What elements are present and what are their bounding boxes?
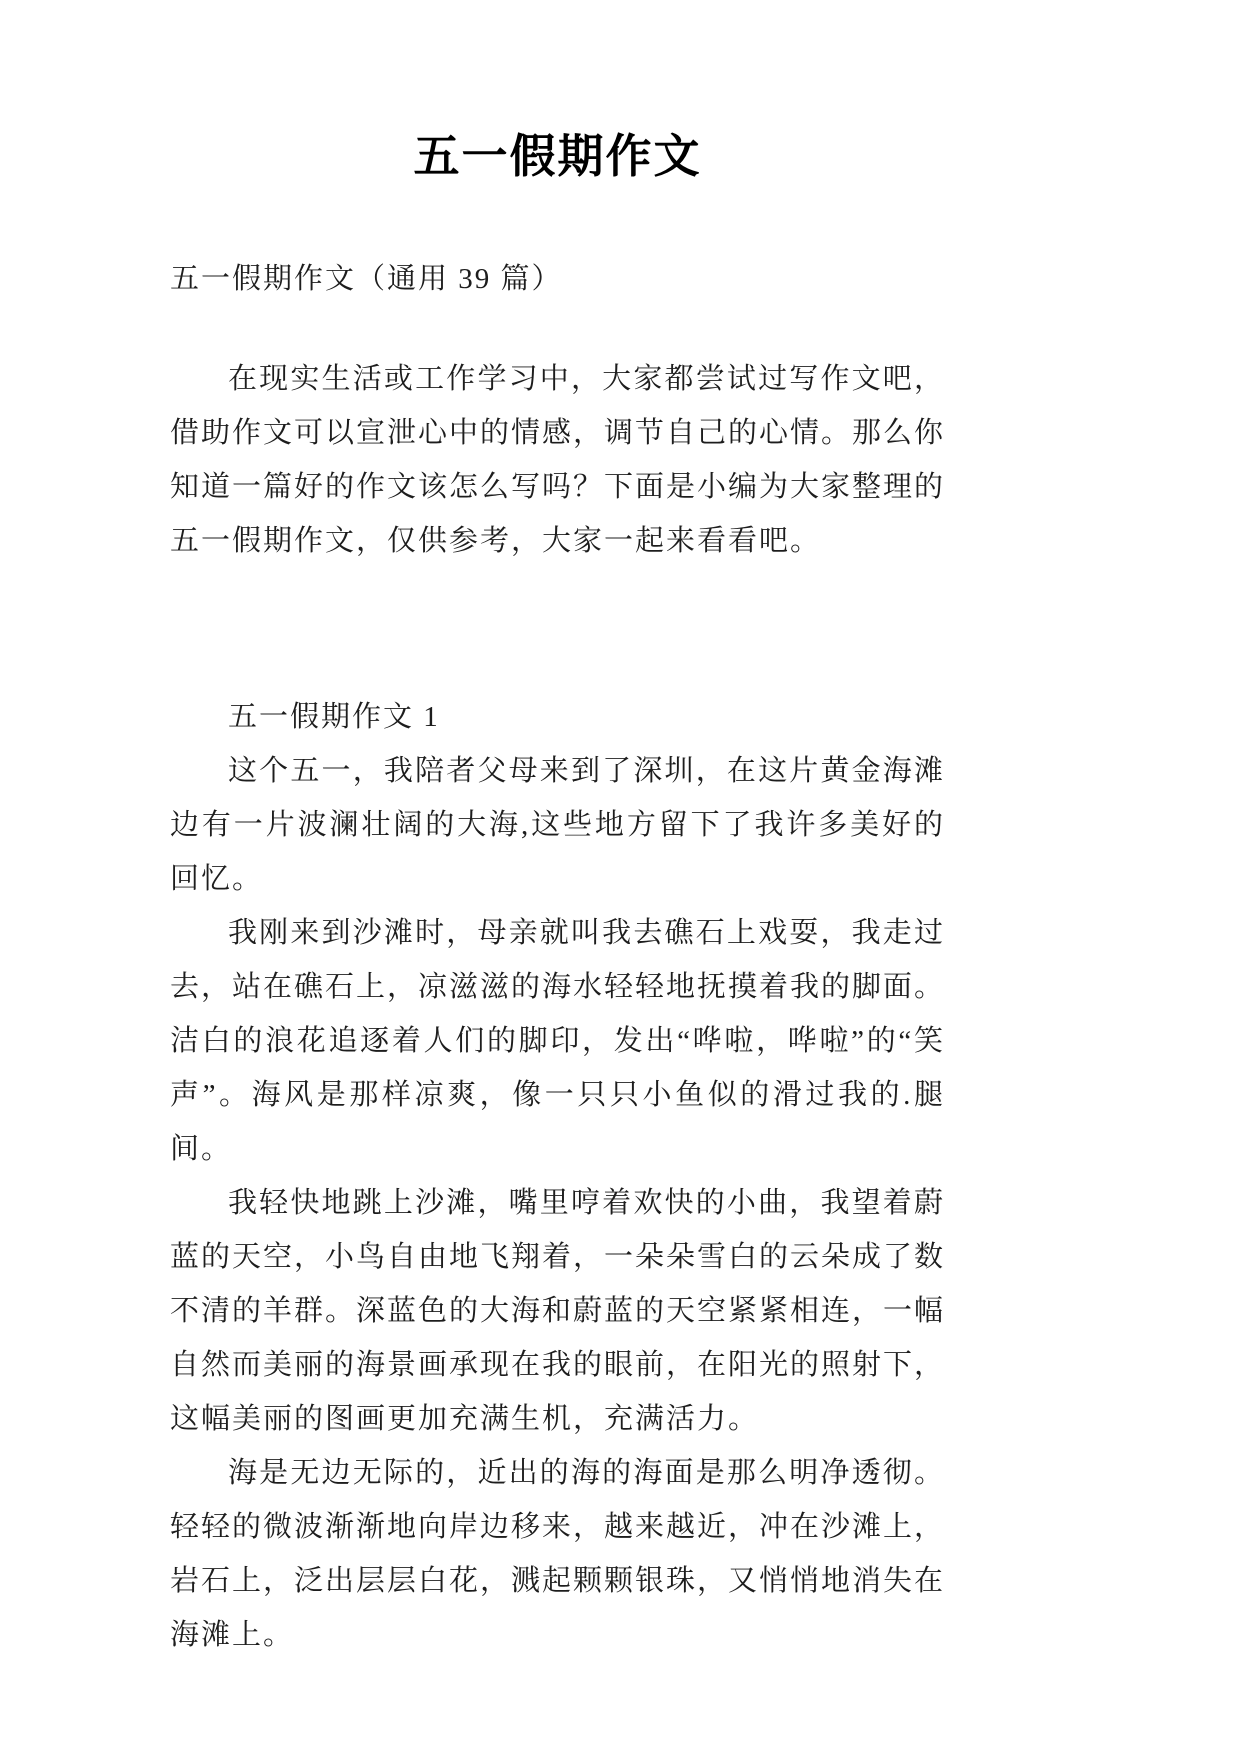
document-subtitle: 五一假期作文（通用 39 篇） <box>170 262 563 295</box>
paragraph: 我刚来到沙滩时，母亲就叫我去礁石上戏耍，我走过去，站在礁石上，凉滋滋的海水轻轻地抚摸着我的脚面。洁白的浪花追逐着人们的脚印，发出“哗啦，哗啦”的“笑声”。海风是那样凉爽，像一只只小鱼似的滑过我的.腿间。 <box>170 916 946 1165</box>
document-title: 五一假期作文 <box>413 131 702 182</box>
paragraph: 我轻快地跳上沙滩，嘴里哼着欢快的小曲，我望着蔚蓝的天空，小鸟自由地飞翔着，一朵朵雪白的云朵成了数不清的羊群。深蓝色的大海和蔚蓝的天空紧紧相连，一幅自然而美丽的海景画承现在我的眼前，在阳光的照射下，这幅美丽的图画更加充满生机，充满活力。 <box>170 1186 946 1435</box>
intro-paragraph: 在现实生活或工作学习中，大家都尝试过写作文吧，借助作文可以宣泄心中的情感，调节自己的心情。那么你知道一篇好的作文该怎么写吗？下面是小编为大家整理的五一假期作文，仅供参考，大家一起来看看吧。 <box>170 362 946 557</box>
paragraph: 这个五一，我陪者父母来到了深圳，在这片黄金海滩边有一片波澜壮阔的大海,这些地方留下了我许多美好的回忆。 <box>170 754 945 895</box>
paragraph: 海是无边无际的，近出的海的海面是那么明净透彻。轻轻的微波渐渐地向岸边移来，越来越近，冲在沙滩上，岩石上，泛出层层白花，溅起颗颗银珠，又悄悄地消失在海滩上。 <box>170 1456 946 1651</box>
section-heading-1: 五一假期作文 1 <box>228 700 440 733</box>
